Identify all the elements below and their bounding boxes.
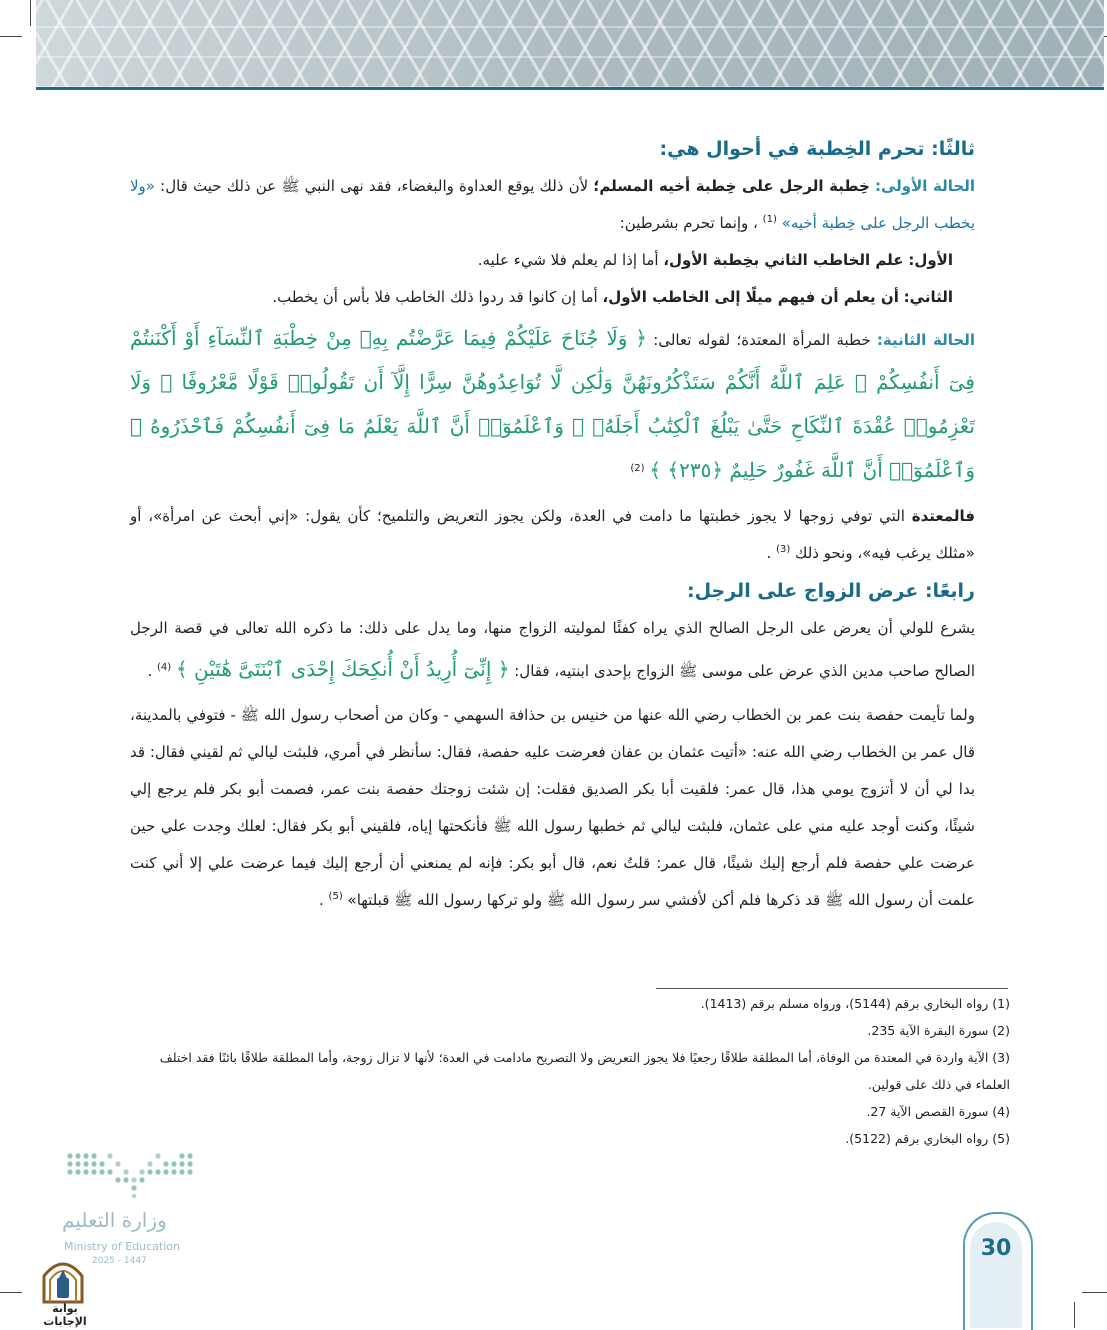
case-1-paragraph — [130, 168, 975, 242]
portal-logo-icon — [40, 1256, 86, 1304]
portal-name: بوابة الإجابات — [43, 1302, 87, 1328]
condition-1-text: أما إذا لم يعلم فلا شيء عليه. — [477, 251, 659, 269]
ministry-year: 2025 - 1447 — [92, 1256, 147, 1266]
section-title-4: رابعًا: عرض الزواج على الرجل: — [686, 580, 975, 602]
mutadda-label: فالمعتدة — [911, 507, 975, 525]
footnotes — [150, 990, 1010, 1152]
mutadda-end: . — [766, 544, 772, 562]
footnote-ref-1: (1) — [762, 214, 777, 225]
hafsa-end: . — [318, 891, 324, 909]
case-2-label: الحالة الثانية: — [876, 331, 975, 349]
case-1-bold: خِطبة الرجل على خِطبة أخيه المسلم؛ — [593, 177, 870, 195]
footnote-ref-4: (4) — [157, 662, 172, 673]
mutadda-text: التي توفي زوجها لا يجوز خطبتها ما دامت في العدة، ولكن يجوز التعريض والتلميح؛ كأن يقول: «إني أبحث عن امرأة»، أو «مثلك يرغب فيه»، ونحو ذلك — [130, 507, 975, 562]
header-rule — [36, 87, 1104, 90]
case-2-text: خطبة المرأة المعتدة؛ لقوله تعالى: — [647, 331, 871, 349]
ministry-name-arabic: وزارة التعليم — [62, 1208, 167, 1232]
section-title-3: ثالثًا: تحرم الخِطبة في أحوال هي: — [659, 138, 975, 160]
case-1-hadith: «ولا يخطب الرجل على خِطبة أخيه» — [130, 177, 975, 232]
page-body — [130, 130, 975, 919]
footnote-1: (1) رواه البخاري برقم (5144)، ورواه مسلم برقم (1413). — [700, 996, 1010, 1011]
condition-2-bold: أن يعلم أن فيهم ميلًا إلى الخاطب الأول، — [602, 288, 899, 306]
proposal-paragraph — [130, 610, 975, 691]
ministry-name-english: Ministry of Education — [64, 1240, 181, 1253]
case-1-text: لأن ذلك يوقع العداوة والبغضاء، فقد نهى النبي ﷺ عن ذلك حيث قال: — [154, 177, 589, 195]
condition-1-bold: علم الخاطب الثاني بخِطبة الأول، — [663, 251, 904, 269]
ministry-logo-dots-icon — [66, 1152, 198, 1198]
hafsa-text: ولما تأيمت حفصة بنت عمر بن الخطاب رضي الله عنها من خنيس بن حذافة السهمي - وكان من أصحاب رسول الله ﷺ - فتوفي بالمدينة، قال عمر بن الخطاب رضي الله عنه: «أتيت عثمان بن عفان فعرضت عليه حفصة، فقال: سأنظر في أمري، فلبثت ليالي ثم لقيني فقال: قد بدا لي أن لا أتزوج يومي هذا، قال عمر: فلقيت أبا بكر الصديق فقلت: إن شئت زوجتك حفصة بنت عمر، فصمت أبو بكر فلم يرجع إلي شيئًا، وكنت أوجد عليه مني على عثمان، فلبثت ليالي ثم خطبها رسول الله ﷺ فأنكحتها إياه، فلقيني أبو بكر فقال: لعلك وجدت علي حين عرضت علي حفصة فلم أرجع إليك شيئًا، قال عمر: قلتُ نعم، قال أبو بكر: فإنه لم يمنعني أن أرجع إليك فيما عرضت علي إلا أني كنت علمت أن رسول الله ﷺ قد ذكرها فلم أكن لأفشي سر رسول الله ﷺ ولو تركها رسول الله ﷺ قبلتها» — [130, 706, 975, 909]
footnote-ref-3: (3) — [776, 544, 791, 555]
page-number: 30 — [980, 1236, 1012, 1261]
condition-2-text: أما إن كانوا قد ردوا ذلك الخاطب فلا بأس أن يخطب. — [272, 288, 598, 306]
quran-verse-qasas: ﴿ إِنِّىٓ أُرِيدُ أَنْ أُنكِحَكَ إِحْدَى ٱبْنَتَىَّ هَٰتَيْنِ ﴾ — [175, 657, 510, 681]
footnote-divider — [656, 988, 1008, 989]
proposal-end: . — [147, 662, 153, 680]
footnote-ref-5: (5) — [328, 891, 343, 902]
header-banner — [36, 0, 1104, 88]
case-1-label: الحالة الأولى: — [874, 177, 975, 195]
footnote-5: (5) رواه البخاري برقم (5122). — [845, 1131, 1010, 1146]
hafsa-paragraph — [130, 697, 975, 919]
quran-verse-baqarah: ﴿ وَلَا جُنَاحَ عَلَيْكُمْ فِيمَا عَرَّضْتُم بِهِۦ مِنْ خِطْبَةِ ٱلنِّسَآءِ أَوْ أَكْنَنتُمْ فِىٓ أَنفُسِكُمْ ۚ عَلِمَ ٱللَّهُ أَنَّكُمْ سَتَذْكُرُونَهُنَّ وَلَٰكِن لَّا تُوَاعِدُوهُنَّ سِرًّا إِلَّآ أَن تَقُولُوا۟ قَوْلًا مَّعْرُوفًا ۚ وَلَا تَعْزِمُوا۟ عُقْدَةَ ٱلنِّكَاحِ حَتَّىٰ يَبْلُغَ ٱلْكِتَٰبُ أَجَلَهُۥ ۚ وَٱعْلَمُوٓا۟ أَنَّ ٱللَّهَ يَعْلَمُ مَا فِىٓ أَنفُسِكُمْ فَٱحْذَرُوهُ ۚ وَٱعْلَمُوٓا۟ أَنَّ ٱللَّهَ غَفُورٌ حَلِيمٌ ﴿٢٣٥﴾ ﴾ — [130, 326, 975, 482]
condition-2-label: الثاني: — [903, 288, 953, 306]
crop-mark — [1082, 1292, 1107, 1293]
crop-mark — [30, 0, 31, 26]
crop-mark — [1074, 1302, 1075, 1328]
footnote-4: (4) سورة القصص الآية 27. — [866, 1104, 1010, 1119]
case-1-end: ، وإنما تحرم بشرطين: — [619, 214, 758, 232]
proposal-text: يشرع للولي أن يعرض على الرجل الصالح الذي يراه كفئًا لموليته الزواج منها، وما يدل على ذلك: ما ذكره الله تعالى في قصة الرجل الصالح صاحب مدين الذي عرض على موسى ﷺ الزواج بإحدى ابنتيه، فقال: — [130, 619, 975, 680]
mutadda-paragraph — [130, 498, 975, 572]
case-2-paragraph — [130, 316, 975, 492]
footnote-2: (2) سورة البقرة الآية 235. — [867, 1023, 1010, 1038]
condition-1 — [130, 242, 975, 279]
crop-mark — [0, 36, 22, 37]
condition-1-label: الأول: — [908, 251, 953, 269]
condition-2 — [130, 279, 975, 316]
footnote-3: (3) الآية واردة في المعتدة من الوفاة، أما المطلقة طلاقًا رجعيًا فلا يجوز التعريض ولا التصريح مادامت في العدة؛ لأنها لا تزال زوجة، وأما المطلقة طلاقًا بائنًا فقد اختلف العلماء في ذلك على قولين. — [159, 1050, 1010, 1092]
crop-mark — [0, 1292, 22, 1293]
footnote-ref-2: (2) — [630, 463, 645, 474]
